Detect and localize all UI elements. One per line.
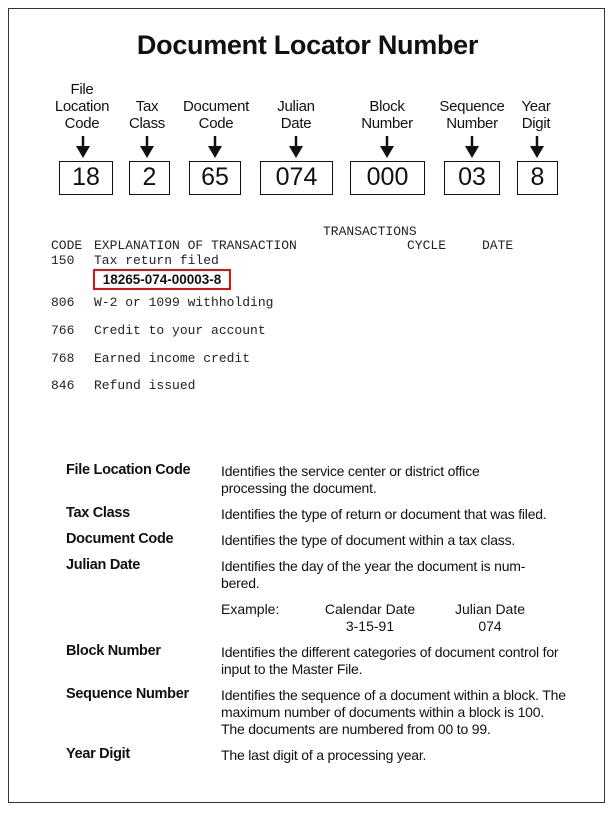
down-arrow-icon <box>140 136 154 158</box>
field-label: File Location Code <box>54 81 110 132</box>
field-label: Document Code <box>183 98 249 132</box>
value-box-block-number: 000 <box>350 161 425 195</box>
def-tax-class: Identifies the type of return or document that was filed. <box>221 506 547 522</box>
dln-highlight: 18265-074-00003-8 <box>93 269 231 290</box>
value-box-year-digit: 8 <box>517 161 558 195</box>
transaction-code: 766 <box>51 323 75 338</box>
field-label: Block Number <box>361 98 413 132</box>
def-year-digit: The last digit of a processing year. <box>221 747 427 763</box>
transaction-code: 150 <box>51 253 75 268</box>
col-code-header: CODE <box>51 238 83 253</box>
transaction-code: 846 <box>51 378 75 393</box>
example-label: Example: <box>221 601 280 617</box>
example-calendar-heading: Calendar Date <box>324 601 416 617</box>
term-file-location-code: File Location Code <box>66 462 191 478</box>
down-arrow-icon <box>380 136 394 158</box>
term-tax-class: Tax Class <box>66 505 130 521</box>
transaction-text: Tax return filed <box>94 253 219 268</box>
transaction-text: W-2 or 1099 withholding <box>94 295 274 310</box>
term-sequence-number: Sequence Number <box>66 686 189 702</box>
field-label: Julian Date <box>277 98 315 132</box>
value-box-sequence-number: 03 <box>444 161 500 195</box>
value-box-julian-date: 074 <box>260 161 333 195</box>
value-box-document-code: 65 <box>189 161 241 195</box>
example-julian-value: 074 <box>478 618 502 634</box>
down-arrow-icon <box>465 136 479 158</box>
term-block-number: Block Number <box>66 643 161 659</box>
example-julian-heading: Julian Date <box>454 601 526 617</box>
transactions-heading: TRANSACTIONS <box>323 224 417 239</box>
down-arrow-icon <box>289 136 303 158</box>
col-explanation-header: EXPLANATION OF TRANSACTION <box>94 238 297 253</box>
term-document-code: Document Code <box>66 531 174 547</box>
field-label: Tax Class <box>128 98 165 132</box>
field-label: Year Digit <box>521 98 551 132</box>
transaction-text: Refund issued <box>94 378 196 393</box>
def-sequence-number: Identifies the sequence of a document within a block. The maximum number of documents within a block is 100. The documents are numbered from 00 to 99. <box>221 687 566 737</box>
down-arrow-icon <box>76 136 90 158</box>
col-date-header: DATE <box>482 238 514 253</box>
example-calendar-value: 3-15-91 <box>345 618 395 634</box>
def-block-number: Identifies the different categories of document control for input to the Master File. <box>221 644 559 677</box>
col-cycle-header: CYCLE <box>407 238 447 253</box>
value-box-file-location-code: 18 <box>59 161 113 195</box>
term-year-digit: Year Digit <box>66 746 130 762</box>
arrow-group <box>0 0 615 170</box>
transaction-text: Credit to your account <box>94 323 266 338</box>
value-box-tax-class: 2 <box>129 161 170 195</box>
transaction-code: 768 <box>51 351 75 366</box>
def-julian-date: Identifies the day of the year the document is num- bered. <box>221 558 526 591</box>
down-arrow-icon <box>208 136 222 158</box>
term-julian-date: Julian Date <box>66 557 141 573</box>
page-title: Document Locator Number <box>136 30 479 60</box>
def-file-location-code: Identifies the service center or district office processing the document. <box>221 463 480 496</box>
down-arrow-icon <box>530 136 544 158</box>
transaction-text: Earned income credit <box>94 351 251 366</box>
def-document-code: Identifies the type of document within a tax class. <box>221 532 516 548</box>
field-label: Sequence Number <box>439 98 505 132</box>
transaction-code: 806 <box>51 295 75 310</box>
